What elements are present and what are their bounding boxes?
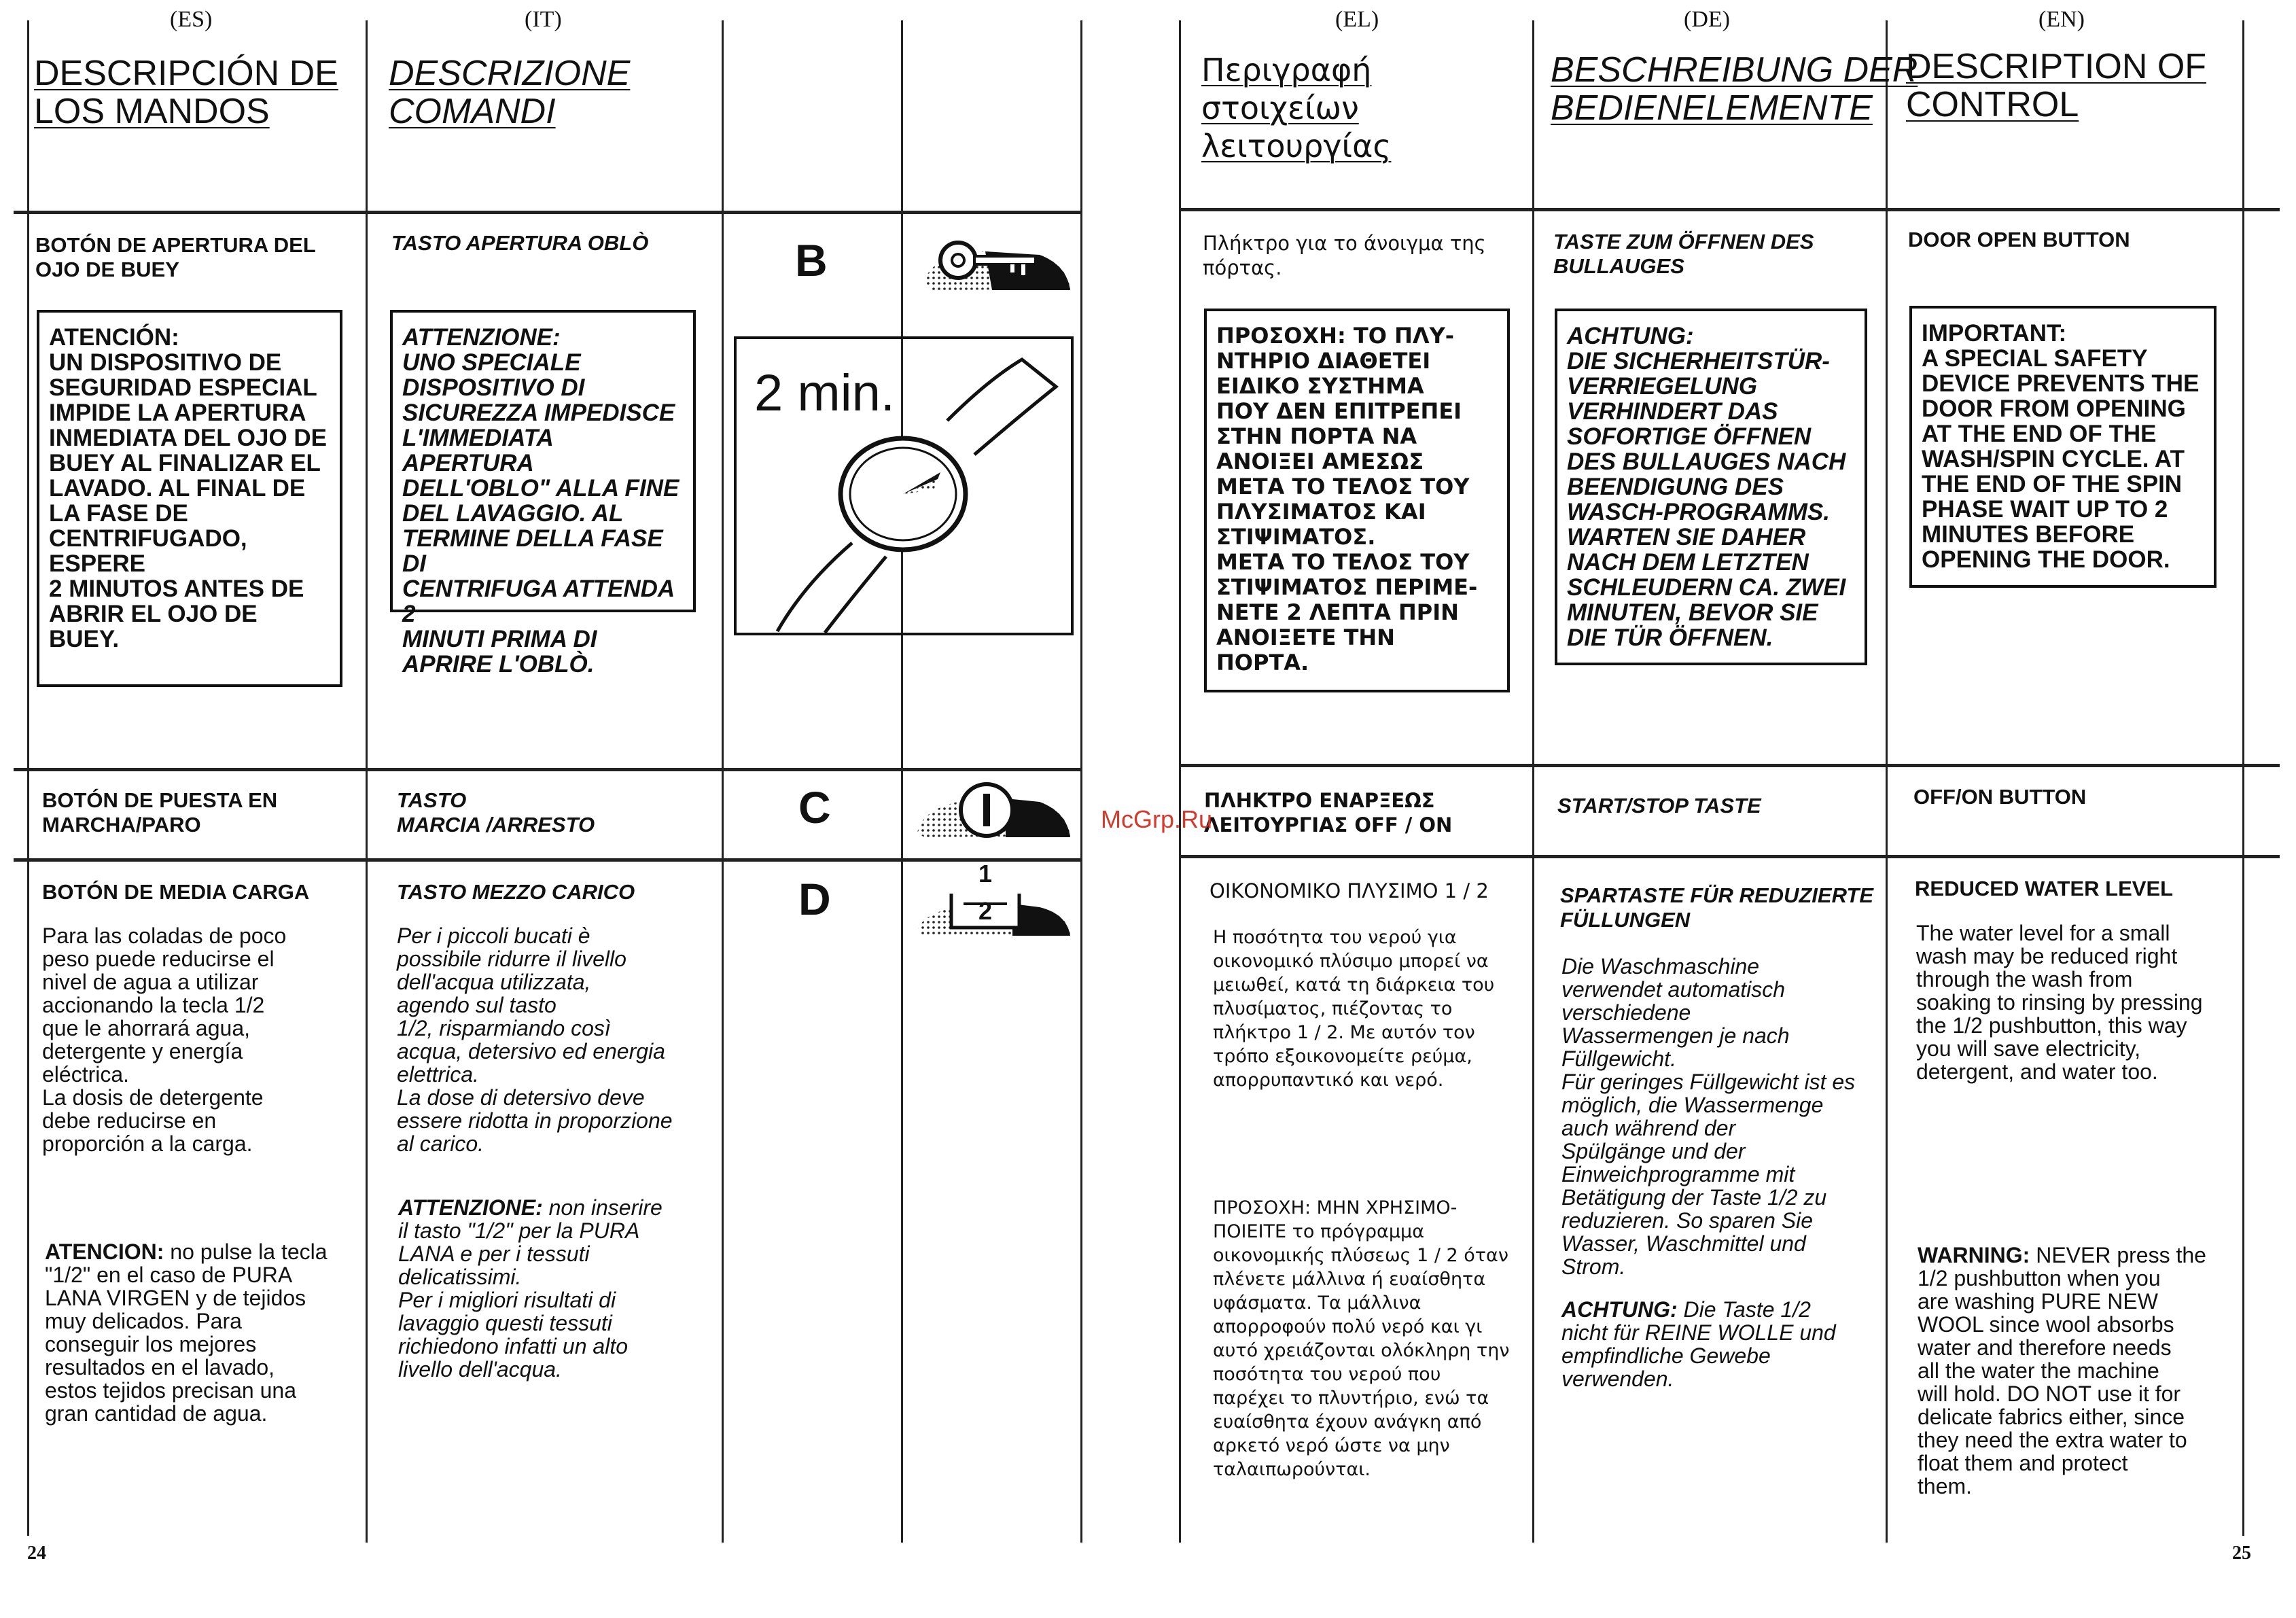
b-label-en: DOOR OPEN BUTTON (1908, 228, 2130, 251)
lang-tag-es: (ES) (170, 7, 213, 32)
d-text-en: The water level for a small wash may be reduced right through the wash from soaking to rinsing by pressing the 1/2 pushbutton, this way you will save electricity, detergent, and water too. (1916, 921, 2203, 1084)
c-label-de: START/STOP TASTE (1557, 794, 1761, 817)
c-label-el: ΠΛΗΚΤΡΟ ΕΝΑΡΞΕΩΣ ΛΕΙΤΟΥΡΓΙΑΣ OFF / ON (1204, 789, 1453, 837)
column-divider (366, 20, 368, 1543)
row-divider (14, 768, 1082, 771)
warning-box-en (1909, 306, 2216, 588)
b-label-de: TASTE ZUM ÖFFNEN DES BULLAUGES (1553, 230, 1814, 278)
watermark: McGrp.Ru (1101, 805, 1213, 833)
key-icon (911, 228, 1074, 302)
half-label-bottom: 2 (978, 897, 993, 925)
column-divider (722, 20, 724, 1543)
lang-tag-it: (IT) (525, 7, 562, 32)
warning-box-it (390, 310, 696, 678)
c-label-it: TASTO MARCIA /ARRESTO (397, 788, 595, 837)
column-divider (1532, 20, 1534, 1543)
column-divider (1080, 20, 1082, 1543)
watch-icon (737, 339, 1071, 633)
c-label-en: OFF/ON BUTTON (1913, 785, 2087, 809)
d-label-en: REDUCED WATER LEVEL (1915, 877, 2174, 900)
column-divider (27, 20, 29, 1536)
section-title-es: DESCRIPCIÓN DE LOS MANDOS (34, 54, 338, 131)
half-label-top: 1 (978, 860, 993, 887)
d-label-de: SPARTASTE FÜR REDUZIERTE FÜLLUNGEN (1560, 883, 1874, 932)
lang-tag-en: (EN) (2038, 7, 2085, 32)
warning-text: ATTENZIONE: UNO SPECIALE DISPOSITIVO DI SICUREZZA IMPEDISCE L'IMMEDIATA APERTURA DELL'OBLO" ALLA FINE DEL LAVAGGIO. AL TERMINE DELLA FASE DI CENTRIFUGA ATTENDA 2 MINUTI PRIMA DI APRIRE L'OBLÒ. (402, 324, 679, 678)
lang-tag-el: (EL) (1335, 7, 1379, 32)
column-divider (2242, 20, 2244, 1536)
row-divider (1179, 855, 2280, 858)
row-divider (1179, 764, 2280, 767)
d-warning-es: ATENCION: no pulse la tecla "1/2" en el caso de PURA LANA VIRGEN y de tejidos muy delicados. Para conseguir los mejores resultados en el lavado, estos tejidos precisan una gran cantidad de agua. (45, 1239, 328, 1426)
warning-text: ACHTUNG: DIE SICHERHEITSTÜR- VERRIEGELUNG VERHINDERT DAS SOFORTIGE ÖFFNEN DES BULLAUGES NACH BEENDIGUNG DES WASCH-PROGRAMMS. WARTEN SIE DAHER NACH DEM LETZTEN SCHLEUDERN CA. ZWEI MINUTEN, BEVOR SIE DIE TÜR ÖFFNEN. (1567, 323, 1846, 651)
b-label-es: BOTÓN DE APERTURA DEL OJO DE BUEY (35, 233, 316, 281)
d-text-de: Die Waschmaschine verwendet automatisch verschiedene Wassermengen je nach Füllgewicht. Für geringes Füllgewicht ist es möglich, die Wassermenge auch während der Spülgänge und der Einweichprogramme mit Betätigung der Taste 1/2 zu reduzieren. So sparen Sie Wasser, Waschmittel und Strom. (1561, 954, 1856, 1279)
column-divider (901, 20, 903, 1543)
warning-box-el (1204, 309, 1510, 692)
d-label-es: BOTÓN DE MEDIA CARGA (42, 880, 310, 904)
warning-text: ATENCIÓN: UN DISPOSITIVO DE SEGURIDAD ESPECIAL IMPIDE LA APERTURA INMEDIATA DEL OJO DE BUEY AL FINALIZAR EL LAVADO. AL FINAL DE LA FASE DE CENTRIFUGADO, ESPERE 2 MINUTOS ANTES DE ABRIR EL OJO DE BUEY. (49, 324, 328, 652)
row-divider (14, 858, 1082, 862)
warning-text: IMPORTANT: A SPECIAL SAFETY DEVICE PREVENTS THE DOOR FROM OPENING AT THE END OF THE WASH/SPIN CYCLE. AT THE END OF THE SPIN PHASE WAIT UP TO 2 MINUTES BEFORE OPENING THE DOOR. (1922, 320, 2200, 573)
column-divider (1179, 20, 1181, 1543)
timer-label: 2 min. (754, 364, 895, 422)
warning-box-es (37, 310, 342, 687)
d-text-it: Per i piccoli bucati è possibile ridurre il livello dell'acqua utilizzata, agendo sul tasto 1/2, risparmiando così acqua, detersivo ed energia elettrica. La dose di detersivo deve essere ridotta in proporzione al carico. (397, 924, 673, 1156)
d-text-es: Para las coladas de poco peso puede reducirse el nivel de agua a utilizar accionando la tecla 1/2 que le ahorrará agua, detergente y energía eléctrica. La dosis de detergente debe reducirse en proporción a la carga. (42, 924, 287, 1156)
d-label-it: TASTO MEZZO CARICO (397, 880, 635, 904)
section-title-en: DESCRIPTION OF CONTROL (1906, 47, 2207, 124)
page-number-left: 24 (27, 1543, 46, 1564)
warning-text: ΠΡΟΣΟΧΗ: ΤΟ ΠΛΥ- ΝΤΗΡΙΟ ΔΙΑΘΕΤΕΙ ΕΙΔΙΚΟ ΣΥΣΤΗΜΑ ΠΟΥ ΔΕΝ ΕΠΙΤΡΕΠΕΙ ΣΤΗΝ ΠΟΡΤΑ ΝΑ ΑΝΟΙΞΕΙ ΑΜΕΣΩΣ ΜΕΤΑ ΤΟ ΤΕΛΟΣ ΤΟΥ ΠΛΥΣΙΜΑΤΟΣ ΚΑΙ ΣΤΙΨΙΜΑΤΟΣ. ΜΕΤΑ ΤΟ ΤΕΛΟΣ ΤΟΥ ΣΤΙΨΙΜΑΤΟΣ ΠΕΡΙΜΕ- ΝΕΤΕ 2 ΛΕΠΤΑ ΠΡΙΝ ΑΝΟΙΞΕΤΕ ΤΗΝ ΠΟΡΤΑ. (1216, 323, 1478, 675)
section-title-it: DESCRIZIONE COMANDI (389, 54, 631, 131)
row-divider (1179, 208, 2280, 211)
d-warning-it: ATTENZIONE: non inserire il tasto "1/2" per la PURA LANA e per i tessuti delicatissimi. Per i migliori risultati di lavaggio questi tessuti richiedono infatti un alto livello dell'acqua. (398, 1195, 663, 1382)
d-warning-en: WARNING: NEVER press the 1/2 pushbutton when you are washing PURE NEW WOOL since wool absorbs water and therefore needs all the water the machine will hold. DO NOT use it for delicate fabrics either, since they need the extra water to float them and protect them. (1918, 1243, 2206, 1498)
column-divider (1886, 20, 1888, 1543)
row-divider (14, 211, 1082, 214)
d-text-el: Η ποσότητα του νερού για οικονομικό πλύσιμο μπορεί να μειωθεί, κατά τη διάρκεια του πλυσίματος, πιέζοντας το πλήκτρο 1 / 2. Με αυτόν τον τρόπο εξοικονομείτε ρεύμα, απορρυπαντικό και νερό. (1213, 927, 1495, 1091)
d-warning-de: ACHTUNG: Die Taste 1/2 nicht für REINE WOLLE und empfindliche Gewebe verwenden. (1561, 1297, 1836, 1391)
d-warning-el: ΠΡΟΣΟΧΗ: ΜΗΝ ΧΡΗΣΙΜΟ- ΠΟΙΕΙΤΕ το πρόγραμμα οικονομικής πλύσεως 1 / 2 όταν πλένετε μάλλινα ή ευαίσθητα υφάσματα. Τα μάλλινα απορροφούν πολύ νερό και γι αυτό χρειάζονται ολόκληρη την ποσότητα του νερού που παρέχει το πλυντήριο, ενώ τα ευαίσθητα έχουν ανάγκη από αρκετό νερό ώστε να μην ταλαιπωρούνται. (1213, 1197, 1510, 1480)
c-label-es: BOTÓN DE PUESTA EN MARCHA/PARO (42, 788, 278, 837)
lang-tag-de: (DE) (1684, 7, 1730, 32)
control-letter-b: B (795, 235, 828, 285)
power-icon (911, 775, 1074, 849)
b-label-el: Πλήκτρο για το άνοιγμα της πόρτας. (1203, 232, 1486, 279)
control-letter-c: C (798, 782, 831, 832)
control-letter-d: D (798, 874, 831, 924)
page-number-right: 25 (2232, 1543, 2251, 1564)
section-title-el: Περιγραφή στοιχείων λειτουργίας (1201, 52, 1392, 164)
warning-box-de (1555, 309, 1867, 665)
section-title-de: BESCHREIBUNG DER BEDIENELEMENTE (1551, 50, 1918, 128)
d-label-el: ΟΙΚΟΝΟΜΙΚΟ ΠΛΥΣΙΜΟ 1 / 2 (1209, 879, 1489, 902)
b-label-it: TASTO APERTURA OBLÒ (391, 231, 649, 255)
timer-illustration (734, 336, 1074, 635)
